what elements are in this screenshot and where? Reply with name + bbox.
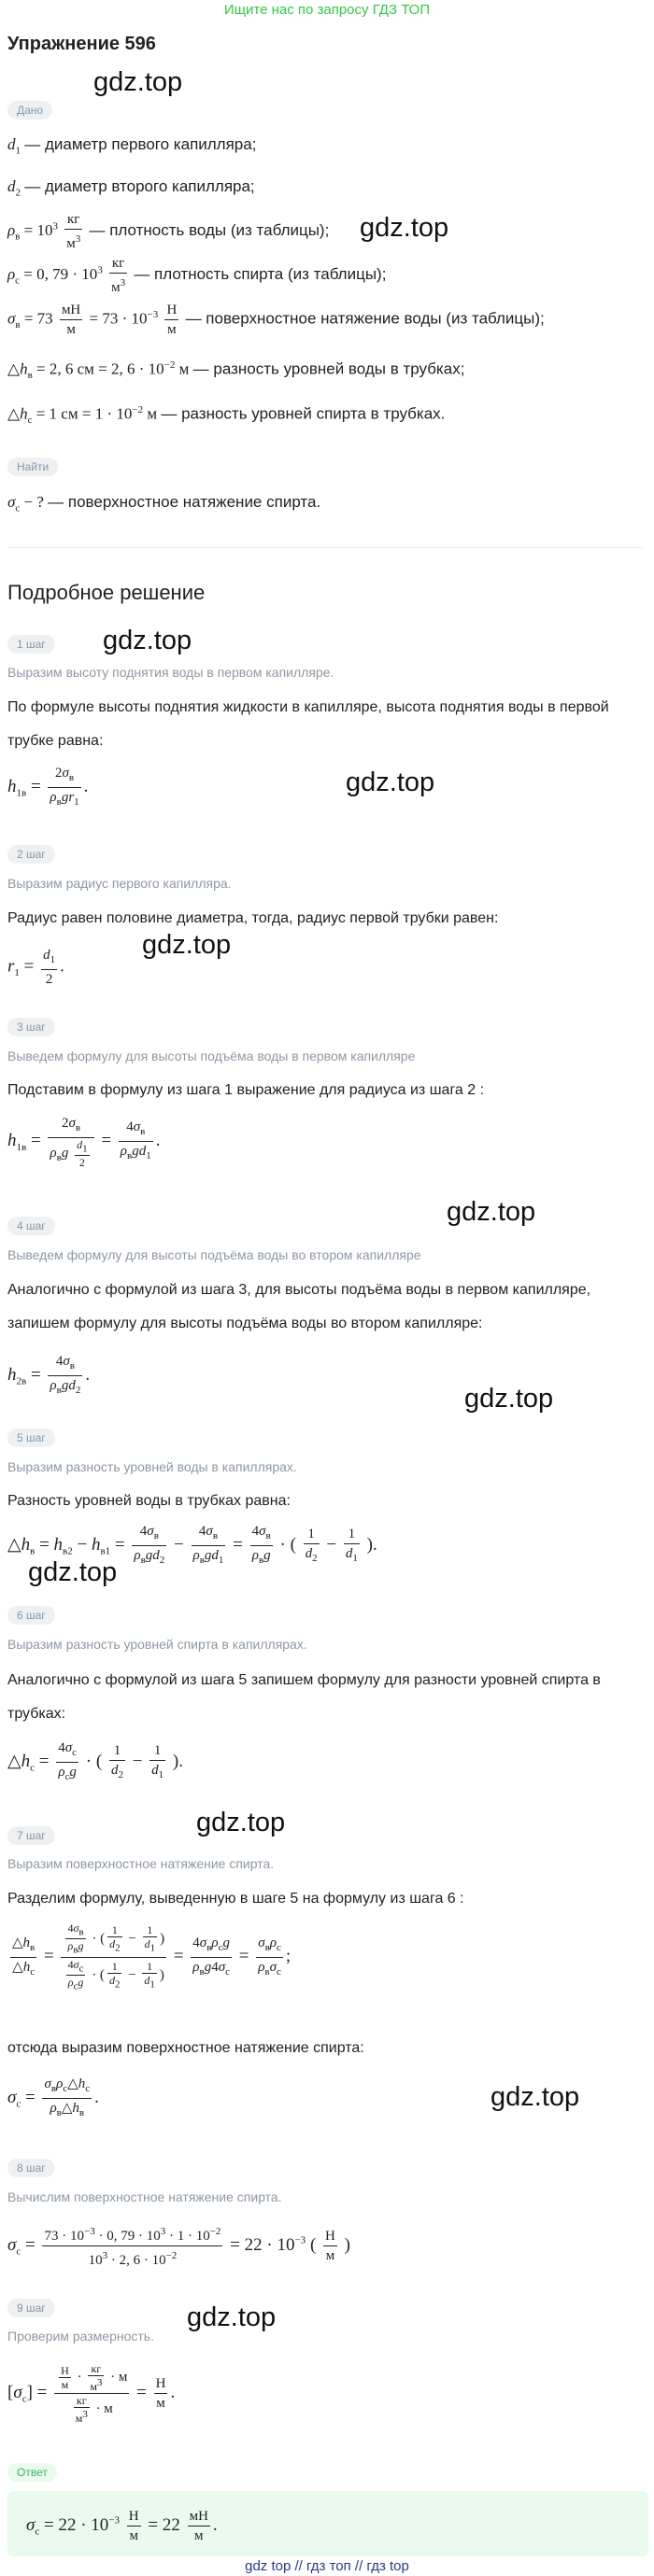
given-d1: $d_1$ — диаметр первого капилляра;	[7, 135, 257, 157]
step-text: Аналогично с формулой из шага 5 запишем формулу для разности уровней спирта в трубках:	[7, 1672, 601, 1722]
formula-r1: $r_1$ = $\frac{d_1}{2}$ .	[7, 948, 64, 987]
step-text: Радиус равен половине диаметра, тогда, радиус первой трубки равен:	[7, 910, 499, 926]
watermark: gdz.top	[447, 1197, 536, 1227]
given-tag: Дано	[7, 101, 52, 120]
step-hint: Проверим размерность.	[7, 2329, 154, 2344]
find-tag: Найти	[7, 457, 58, 476]
solution-title: Подробное решение	[7, 581, 206, 604]
given-dh-c: $\triangle h_с = 1$ см = $1 \cdot 10^{-2}$ м — разность уровней спирта в трубках.	[7, 404, 446, 427]
formula-units: $[\sigma_с]$ = $\frac{Н}{м}$ · $\frac{кг}{м^3}$ · м $\frac{кг}{м^3}$ · м = $\frac{Н}{м}$ .	[7, 2362, 176, 2425]
formula-h2v: $h_{2в}$ = $\frac{4\sigma_в}{\rho_вgd_2}$ .	[7, 1354, 91, 1396]
find-sigma-c: $\sigma_с$ − ? — поверхностное натяжение спирта.	[7, 493, 321, 514]
formula-calc: $\sigma_с$ = $\frac{73 \cdot 10^{-3} \cdot 0, 79 \cdot 10^3 \cdot 1 \cdot 10^{-2}}{10^3 \cdot 2, 6 \cdot 10^{-2}}$ = $22 \cdot 10^{-3}$ ( $\frac{Н}{м}$ )	[7, 2222, 350, 2270]
step-hint: Выразим высоту поднятия воды в первом капилляре.	[7, 665, 334, 680]
step-hint: Вычислим поверхностное натяжение спирта.	[7, 2189, 282, 2204]
step-text-after: отсюда выразим поверхностное натяжение спирта:	[7, 2040, 364, 2056]
formula-sigma-c: $\sigma_с$ = $\frac{\sigma_в\rho_с\triangle h_с}{\rho_в\triangle h_в}$ .	[7, 2076, 99, 2119]
step-text: Подставим в формулу из шага 1 выражение для радиуса из шага 2 :	[7, 1082, 485, 1098]
given-dh-v: $\triangle h_в = 2$, 6 см = 2, $6 \cdot 10^{-2}$ м — разность уровней воды в трубках;	[7, 359, 465, 382]
step-label: 9 шаг	[7, 2299, 55, 2317]
footer-links[interactable]: gdz top // гдз топ // гдз top	[245, 2558, 409, 2574]
step-label: 6 шаг	[7, 1606, 55, 1625]
given-rho-c: $\rho_с = 0$, $79 \cdot 10^3$ $\frac{кг}{м^3}$ — плотность спирта (из таблицы);	[7, 256, 387, 295]
step-hint: Выразим радиус первого капилляра.	[7, 876, 232, 891]
divider	[7, 547, 643, 548]
formula-h1v-sub: $h_{1в}$ = $2\sigma_в$ $\rho_вg$ $\frac{d_1}{2}$ = $\frac{4\sigma_в}{\rho_вgd_1}$ .	[7, 1116, 161, 1170]
watermark: gdz.top	[464, 1384, 554, 1414]
step-hint: Выразим разность уровней спирта в капиллярах.	[7, 1637, 307, 1652]
step-hint: Выразим разность уровней воды в капиллярах.	[7, 1459, 297, 1474]
watermark: gdz.top	[103, 626, 192, 655]
step-label: 3 шаг	[7, 1018, 55, 1036]
watermark: gdz.top	[196, 1808, 286, 1837]
formula-answer: $\sigma_с = 22 \cdot 10^{-3}$ $\frac{Н}{м}$ = 22 $\frac{мН}{м}$ .	[26, 2509, 218, 2543]
step-hint: Выразим поверхностное натяжение спирта.	[7, 1856, 275, 1871]
given-rho-v: $\rho_в = 10^3$ $\frac{кг}{м^3}$ — плотность воды (из таблицы);	[7, 212, 330, 251]
step-hint: Выведем формулу для высоты подъёма воды в первом капилляре	[7, 1049, 416, 1063]
watermark: gdz.top	[187, 2302, 277, 2332]
step-text: По формуле высоты поднятия жидкости в капилляре, высота поднятия воды в первой трубке равна:	[7, 699, 609, 749]
step-text: Разность уровней воды в трубках равна:	[7, 1493, 291, 1509]
top-banner[interactable]: Ищите нас по запросу ГДЗ ТОП	[223, 2, 431, 18]
watermark: gdz.top	[490, 2082, 580, 2112]
formula-ratio: $\frac{\triangle h_в}{\triangle h_с}$ = $\frac{4\sigma_в}{\rho_вg}$ · ( $\frac{1}{d_2}$ − $\frac{1}{d_1}$ ) $\frac{4\sigma_с}{\rho_сg}$ · ( $\frac{1}{d_2}$ − $\frac{1}{d_1}$ ) = $\frac{4\sigma_в\rho_сg}{\rho_вg4\sigma_с}$ = $\frac{\sigma_в\rho_с}{\rho_в\sigma_с}$ ;	[12, 1921, 291, 1992]
step-label: 4 шаг	[7, 1217, 55, 1235]
step-text: Разделим формулу, выведенную в шаге 5 на формулу из шага 6 :	[7, 1891, 464, 1907]
answer-tag: Ответ	[7, 2463, 57, 2482]
step-label: 5 шаг	[7, 1429, 55, 1447]
page-title: Упражнение 596	[7, 34, 156, 54]
watermark: gdz.top	[360, 213, 449, 243]
watermark: gdz.top	[93, 67, 183, 97]
formula-h1v: $h_{1в}$ = $\frac{2\sigma_в}{\rho_вgr_1}$ .	[7, 766, 89, 808]
step-text: Аналогично с формулой из шага 3, для высоты подъёма воды в первом капилляре, запишем формулу для высоты подъёма воды во втором капилляре:	[7, 1282, 591, 1331]
watermark: gdz.top	[28, 1557, 118, 1587]
step-label: 7 шаг	[7, 1826, 55, 1845]
watermark: gdz.top	[142, 930, 232, 960]
given-d2: $d_2$ — диаметр второго капилляра;	[7, 177, 255, 199]
formula-dhc: $\triangle h_с$ = $\frac{4\sigma_с}{\rho_сg}$ · ( $\frac{1}{d_2}$ − $\frac{1}{d_1}$ ).	[7, 1740, 183, 1782]
step-label: 8 шаг	[7, 2159, 55, 2177]
given-sigma-v: $\sigma_в = 73$ $\frac{мН}{м}$ = $73 \cdot 10^{-3}$ $\frac{Н}{м}$ — поверхностное натяжение воды (из таблицы);	[7, 303, 545, 337]
step-label: 1 шаг	[7, 635, 55, 654]
watermark: gdz.top	[346, 767, 435, 797]
step-hint: Выведем формулу для высоты подъёма воды во втором капилляре	[7, 1247, 421, 1262]
step-label: 2 шаг	[7, 845, 55, 864]
formula-dhv: $\triangle h_в = h_{в2} - h_{в1}$ = $\frac{4\sigma_в}{\rho_вgd_2}$ − $\frac{4\sigma_в}{\rho_вgd_1}$ = $\frac{4\sigma_в}{\rho_вg}$ · ( $\frac{1}{d_2}$ − $\frac{1}{d_1}$ ).	[7, 1524, 377, 1566]
